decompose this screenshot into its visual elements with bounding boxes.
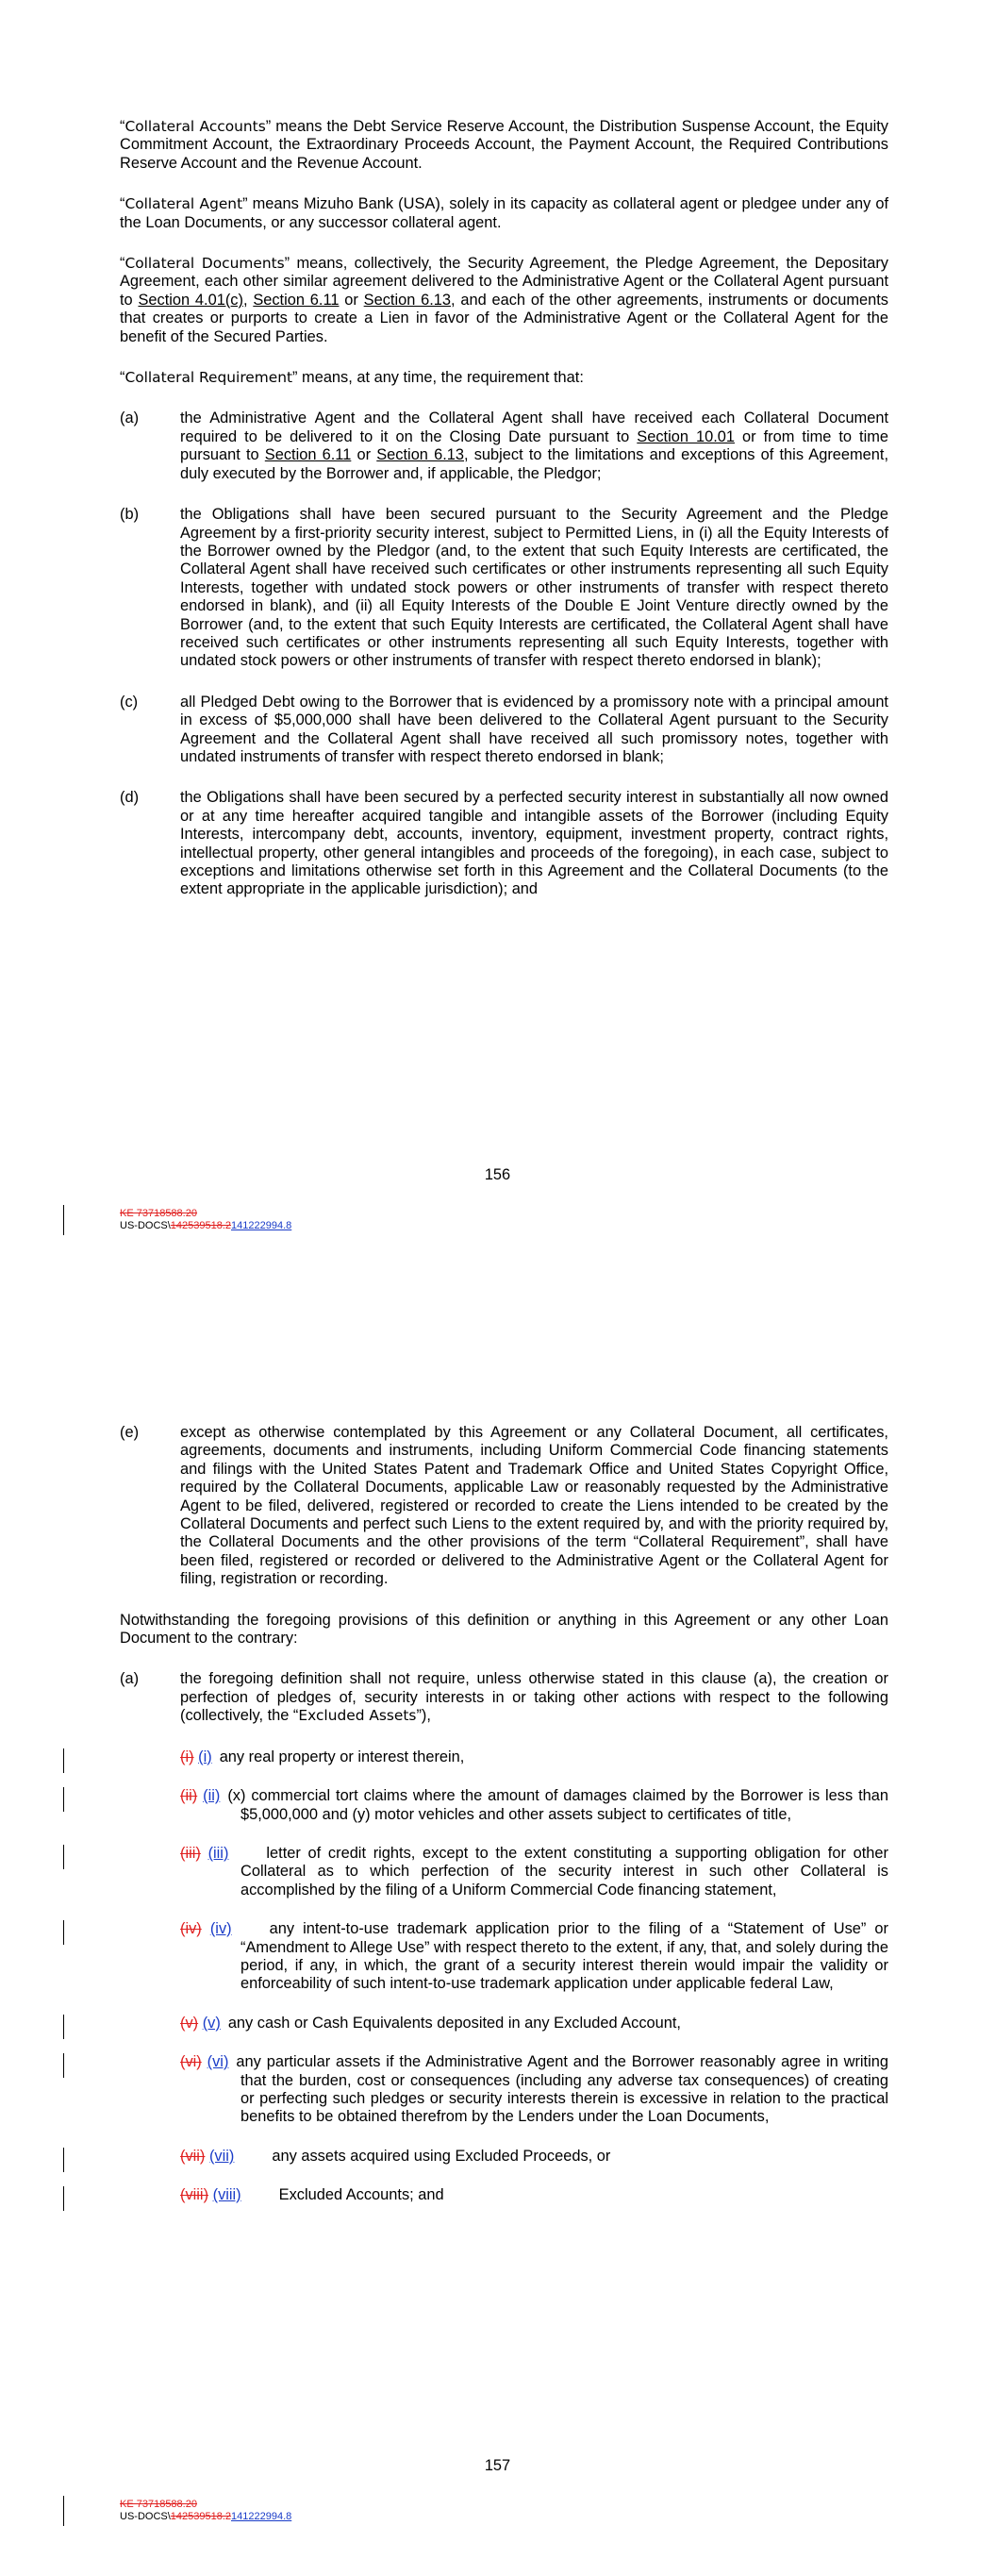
clause-c <box>120 694 888 767</box>
footer-prefix: US-DOCS\ <box>120 2511 171 2522</box>
inserted-numbering: (vii) <box>208 2147 235 2165</box>
excluded-asset-item <box>120 2053 888 2127</box>
definition-text: means the Debt Service Reserve Account, the Distribution Suspense Account, the Equity Commitment Account, the Extraordinary Proceeds Account, the Payment Account, the Required Contributions Reserve Account and the Revenue Account. <box>120 118 888 172</box>
page-157 <box>0 1283 995 2576</box>
page-156 <box>0 0 995 1283</box>
deleted-numbering: (vii) <box>180 2147 206 2165</box>
separator: or <box>344 291 358 309</box>
definition-collateral-agent: “Collateral Agent” means Mizuho Bank (USA), solely in its capacity as collateral agent or pledgee under any of the Loan Documents, or any successor collateral agent. <box>120 195 888 231</box>
definition-collateral-documents: “Collateral Documents” means, collectively, the Security Agreement, the Pledge Agreement, the Depositary Agreement, each other similar agreement delivered to the Administrative Agent or the Collateral Agent pursuant to Section 4.01(c), Section 6.11 or Section 6.13, and each of the other agreements, instruments or documents that creates or purports to create a Lien in favor of the Administrative Agent or the Collateral Agent for the benefit of the Secured Parties. <box>120 255 888 345</box>
clause-text: the Obligations shall have been secured by a perfected security interest in substantially all now owned or at any time hereafter acquired tangible and intangible assets of the Borrower (including Equity Interests, intercompany debt, accounts, inventory, equipment, investment property, contract rights, intellectual property, other general intangibles and proceeds of the foregoing), in each case, subject to exceptions and limitations otherwise set forth in this Agreement and the Collateral Documents (to the extent appropriate in the applicable jurisdiction); and <box>180 789 888 898</box>
defined-term: Excluded Assets <box>298 1707 417 1725</box>
clause-text: , subject to the limitations and exceptions of this Agreement, duly executed by the Borrower and, if applicable, the Pledgor; <box>180 446 888 482</box>
clause-text: ”), <box>416 1707 431 1725</box>
definition-collateral-requirement: “Collateral Requirement” means, at any time, the requirement that: <box>120 369 584 387</box>
defined-term: Collateral Requirement <box>124 369 293 387</box>
excluded-asset-text: any assets acquired using Excluded Proceeds, or <box>272 2147 611 2165</box>
excluded-asset-text: any real property or interest therein, <box>219 1748 465 1765</box>
excluded-asset-text: Excluded Accounts; and <box>278 2186 444 2204</box>
separator: , <box>242 291 248 309</box>
definition-text: means Mizuho Bank (USA), solely in its capacity as collateral agent or pledgee under any of the Loan Documents, or any successor collateral agent. <box>120 195 888 231</box>
defined-term: Collateral Documents <box>124 255 285 273</box>
inserted-numbering: (viii) <box>212 2186 241 2204</box>
defined-term: Collateral Accounts <box>124 118 266 135</box>
change-bar <box>63 2053 64 2078</box>
change-bar <box>63 2015 64 2039</box>
clause-text: or from time to time pursuant to <box>180 427 889 464</box>
inserted-numbering: (v) <box>202 2014 221 2032</box>
clause-label: (b) <box>120 506 140 524</box>
page-number: 157 <box>484 2457 511 2474</box>
page-157-body <box>120 1424 888 2226</box>
clause-text: or <box>357 446 372 464</box>
definition-text: means, at any time, the requirement that: <box>302 369 584 387</box>
excluded-asset-item <box>120 1845 888 1899</box>
excluded-asset-text-block <box>180 1845 888 1899</box>
footer-prefix: US-DOCS\ <box>120 1220 171 1231</box>
change-bar <box>63 2186 64 2211</box>
definition-collateral-accounts: “Collateral Accounts” means the Debt Service Reserve Account, the Distribution Suspense Account, the Equity Commitment Account, the Extraordinary Proceeds Account, the Payment Account, the Required Contributions Reserve Account and the Revenue Account. <box>120 118 888 172</box>
excluded-asset-item <box>120 2015 888 2032</box>
excluded-asset-item <box>120 1787 888 1824</box>
excluded-asset-item <box>120 2148 888 2166</box>
clause-label: (a) <box>120 410 140 427</box>
section-ref-link[interactable]: Section 4.01(c) <box>138 291 243 309</box>
clause-e <box>120 1424 888 1589</box>
defined-term: Collateral Agent <box>124 195 243 213</box>
footer-inserted-number: 141222994.8 <box>231 2511 292 2522</box>
excluded-asset-item <box>120 2186 888 2204</box>
clause-text: the Obligations shall have been secured pursuant to the Security Agreement and the Pledge Agreement by a first-priority security interest, subject to Permitted Liens, in (i) all the Equity Interests of the Borrower owned by the Pledgor (and, to the extent that such Equity Interests are certificated, the Collateral Agent shall have received such certificates or other instruments representing all such Equity Interests, together with undated stock powers or other instruments of transfer with respect thereto endorsed in blank), and (ii) all Equity Interests of the Double E Joint Venture directly owned by the Borrower (and, to the extent that such Equity Interests are certificated, the Collateral Agent shall have received such certificates or other instruments representing all such Equity Interests, together with undated stock powers or other instruments of transfer with respect thereto endorsed in blank); <box>180 506 888 670</box>
footer-inserted-number: 141222994.8 <box>231 1220 292 1231</box>
deleted-numbering: (viii) <box>180 2186 209 2204</box>
inserted-numbering: (iii) <box>207 1844 229 1862</box>
deleted-numbering: (iii) <box>180 1844 201 1862</box>
clause-label: (c) <box>120 693 139 711</box>
excluded-asset-text-block <box>180 2148 888 2166</box>
excluded-asset-text-block <box>180 2015 888 2032</box>
excluded-asset-text-block <box>180 2053 888 2127</box>
clause-label: (a) <box>120 1670 140 1688</box>
deleted-numbering: (vi) <box>180 2053 202 2071</box>
deleted-numbering: (i) <box>180 1748 194 1765</box>
definition-text: , and each of the other agreements, instruments or documents that creates or purports to create a Lien in favor of the Administrative Agent or the Collateral Agent for the benefit of the Secured Parties. <box>120 291 888 345</box>
change-bar <box>63 1920 64 1945</box>
excluded-asset-text: letter of credit rights, except to the extent constituting a supporting obligation for other Collateral as to which perfection of the security interest in such other Collateral is accomplished by the filing of a Uniform Commercial Code financing statement, <box>240 1844 889 1899</box>
footer-deleted-number: 142539518.2 <box>170 2511 232 2522</box>
deleted-numbering: (ii) <box>180 1787 198 1805</box>
change-bar <box>63 1787 64 1812</box>
clause-d <box>120 789 888 898</box>
footer-deleted-id: KE 73718588.20 <box>120 2499 197 2510</box>
definition-text: means, collectively, the Security Agreement, the Pledge Agreement, the Depositary Agreement, each other similar agreement delivered to the Administrative Agent or the Collateral Agent pursuant to <box>120 255 888 309</box>
clause-text: except as otherwise contemplated by this Agreement or any Collateral Document, all certificates, agreements, documents and instruments, including Uniform Commercial Code financing statements and filings with the United States Patent and Trademark Office and United States Copyright Office, required by the Collateral Documents, applicable Law or reasonably requested by the Administrative Agent to be filed, delivered, registered or recorded to create the Liens intended to be created by the Collateral Documents and perfect such Liens to the extent required by, and with the priority required by, the Collateral Documents and the other provisions of the term “Collateral Requirement”, shall have been filed, registered or recorded or delivered to the Administrative Agent or the Collateral Agent for filing, registration or recording. <box>180 1424 888 1588</box>
section-ref-link[interactable]: Section 6.13 <box>363 291 452 309</box>
clause-b <box>120 506 888 671</box>
document-footer <box>120 1208 291 1232</box>
change-bar <box>63 1205 64 1235</box>
excluded-asset-text: any particular assets if the Administrative Agent and the Borrower reasonably agree in writing that the burden, cost or consequences (including any adverse tax consequences) of creating or perfecting such pledges or security interests therein is excessive in relation to the practical benefits to be obtained therefrom by the Lenders under the Loan Documents, <box>236 2053 888 2126</box>
change-bar <box>63 1845 64 1869</box>
clause-text: the foregoing definition shall not require, unless otherwise stated in this clause (a), the creation or perfection of pledges of, security interests in or taking other actions with respect to the following (collectively, the “ <box>180 1670 888 1725</box>
clause-text: all Pledged Debt owing to the Borrower that is evidenced by a promissory note with a principal amount in excess of $5,000,000 shall have been delivered to the Collateral Agent pursuant to the Security Agreement and the Collateral Agent shall have received all such promissory notes, together with undated instruments of transfer with respect thereto endorsed in blank; <box>180 693 888 765</box>
notwithstanding-paragraph: Notwithstanding the foregoing provisions of this definition or anything in this Agreement or any other Loan Document to the contrary: <box>120 1611 888 1648</box>
change-bar <box>63 2496 64 2526</box>
clause-a-excluded-assets <box>120 1670 888 1725</box>
section-ref-link[interactable]: Section 6.11 <box>264 446 352 464</box>
footer-deleted-number: 142539518.2 <box>170 1220 232 1231</box>
clause-a <box>120 410 888 483</box>
page-156-body <box>120 118 888 922</box>
section-ref-link[interactable]: Section 6.11 <box>253 291 340 309</box>
page-number: 156 <box>484 1166 511 1183</box>
excluded-asset-text-block <box>180 2186 888 2204</box>
section-ref-link[interactable]: Section 10.01 <box>637 427 735 445</box>
clause-label: (e) <box>120 1424 140 1441</box>
section-ref-link[interactable]: Section 6.13 <box>376 446 464 464</box>
inserted-numbering: (iv) <box>209 1920 232 1938</box>
document-footer <box>120 2499 291 2523</box>
excluded-asset-text: any cash or Cash Equivalents deposited in any Excluded Account, <box>227 2014 681 2032</box>
footer-deleted-id: KE 73718588.20 <box>120 1208 197 1219</box>
inserted-numbering: (vi) <box>207 2053 229 2071</box>
excluded-asset-item <box>120 1920 888 1994</box>
excluded-asset-text-block <box>180 1787 888 1824</box>
inserted-numbering: (i) <box>198 1748 212 1765</box>
excluded-asset-text-block <box>180 1920 888 1994</box>
clause-text: the Administrative Agent and the Collateral Agent shall have received each Collateral Document required to be delivered to it on the Closing Date pursuant to <box>180 410 888 445</box>
deleted-numbering: (iv) <box>180 1920 202 1938</box>
excluded-assets-list <box>120 1748 888 2205</box>
excluded-asset-item <box>120 1748 888 1766</box>
deleted-numbering: (v) <box>180 2014 199 2032</box>
change-bar <box>63 1748 64 1773</box>
excluded-asset-text: any intent-to-use trademark application prior to the filing of a “Statement of Use” or “Amendment to Allege Use” with respect thereto to the extent, if any, that, and solely during the period, if any, in which, the grant of a security interest therein would impair the validity or enforceability of such intent-to-use trademark application under applicable federal Law, <box>240 1920 888 1993</box>
clause-label: (d) <box>120 789 140 807</box>
excluded-asset-text: (x) commercial tort claims where the amount of damages claimed by the Borrower is less than $5,000,000 and (y) motor vehicles and other assets subject to certificates of title, <box>227 1787 888 1823</box>
change-bar <box>63 2148 64 2172</box>
excluded-asset-text-block <box>180 1748 888 1766</box>
inserted-numbering: (ii) <box>203 1787 221 1805</box>
